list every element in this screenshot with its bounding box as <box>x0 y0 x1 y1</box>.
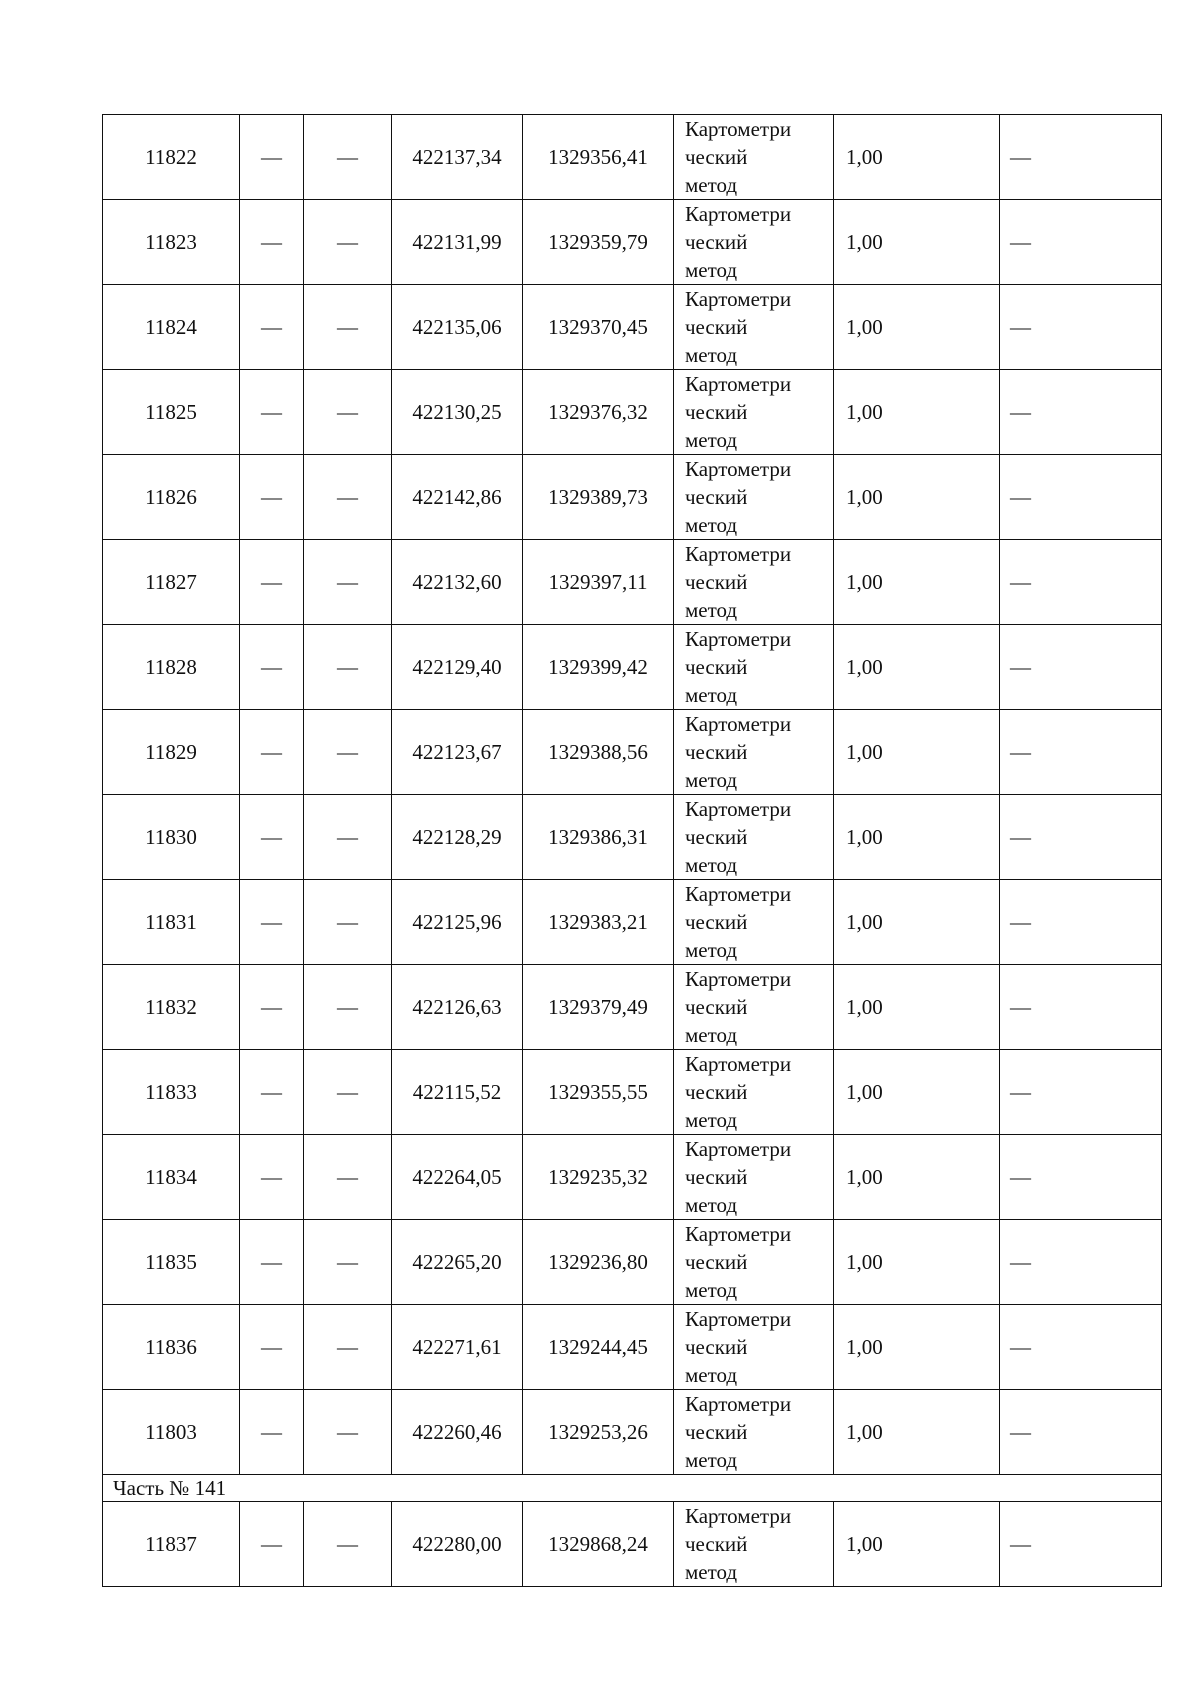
method-line: метод <box>685 683 738 707</box>
method-line: Картометри <box>685 712 792 736</box>
method-cell <box>674 115 834 200</box>
method-line: ческий <box>685 570 748 594</box>
x-coordinate-cell: 422115,52 <box>392 1050 523 1135</box>
method-line: ческий <box>685 1165 748 1189</box>
method-line: метод <box>685 1193 738 1217</box>
method-cell <box>674 1220 834 1305</box>
empty-cell-8: — <box>1000 1050 1162 1135</box>
empty-cell-8: — <box>1000 115 1162 200</box>
method-line: Картометри <box>685 1504 792 1528</box>
x-coordinate-cell: 422260,46 <box>392 1390 523 1475</box>
method-line: ческий <box>685 1250 748 1274</box>
table-row <box>103 1220 1162 1305</box>
y-coordinate-cell: 1329397,11 <box>523 540 674 625</box>
method-line: Картометри <box>685 967 792 991</box>
method-line: ческий <box>685 400 748 424</box>
empty-cell-3: — <box>304 795 392 880</box>
method-cell <box>674 795 834 880</box>
method-line: ческий <box>685 740 748 764</box>
point-id-cell: 11836 <box>103 1305 240 1390</box>
empty-cell-3: — <box>304 200 392 285</box>
method-line: метод <box>685 1108 738 1132</box>
point-id-cell: 11824 <box>103 285 240 370</box>
table-row <box>103 625 1162 710</box>
table-row <box>103 795 1162 880</box>
point-id-cell: 11831 <box>103 880 240 965</box>
point-id-cell: 11828 <box>103 625 240 710</box>
empty-cell-2: — <box>240 1135 304 1220</box>
method-cell <box>674 1502 834 1587</box>
empty-cell-2: — <box>240 965 304 1050</box>
accuracy-cell: 1,00 <box>834 1050 1000 1135</box>
empty-cell-3: — <box>304 285 392 370</box>
point-id-cell: 11803 <box>103 1390 240 1475</box>
empty-cell-2: — <box>240 710 304 795</box>
point-id-cell: 11834 <box>103 1135 240 1220</box>
y-coordinate-cell: 1329379,49 <box>523 965 674 1050</box>
table-row <box>103 710 1162 795</box>
empty-cell-3: — <box>304 880 392 965</box>
point-id-cell: 11830 <box>103 795 240 880</box>
y-coordinate-cell: 1329356,41 <box>523 115 674 200</box>
point-id-cell: 11829 <box>103 710 240 795</box>
accuracy-cell: 1,00 <box>834 115 1000 200</box>
accuracy-cell: 1,00 <box>834 1502 1000 1587</box>
coordinates-table <box>102 114 1162 1587</box>
empty-cell-8: — <box>1000 1305 1162 1390</box>
accuracy-cell: 1,00 <box>834 1220 1000 1305</box>
method-line: Картометри <box>685 1137 792 1161</box>
empty-cell-3: — <box>304 1390 392 1475</box>
point-id-cell: 11827 <box>103 540 240 625</box>
y-coordinate-cell: 1329359,79 <box>523 200 674 285</box>
method-cell <box>674 880 834 965</box>
empty-cell-3: — <box>304 1220 392 1305</box>
empty-cell-8: — <box>1000 200 1162 285</box>
empty-cell-2: — <box>240 1220 304 1305</box>
empty-cell-8: — <box>1000 370 1162 455</box>
empty-cell-8: — <box>1000 625 1162 710</box>
x-coordinate-cell: 422264,05 <box>392 1135 523 1220</box>
empty-cell-2: — <box>240 115 304 200</box>
accuracy-cell: 1,00 <box>834 880 1000 965</box>
method-line: ческий <box>685 910 748 934</box>
method-line: Картометри <box>685 372 792 396</box>
empty-cell-3: — <box>304 455 392 540</box>
method-line: ческий <box>685 1532 748 1556</box>
method-cell <box>674 1390 834 1475</box>
y-coordinate-cell: 1329389,73 <box>523 455 674 540</box>
method-cell <box>674 285 834 370</box>
accuracy-cell: 1,00 <box>834 200 1000 285</box>
part-label: Часть № 141 <box>103 1475 1162 1502</box>
x-coordinate-cell: 422135,06 <box>392 285 523 370</box>
method-line: Картометри <box>685 1052 792 1076</box>
method-line: ческий <box>685 995 748 1019</box>
x-coordinate-cell: 422142,86 <box>392 455 523 540</box>
method-line: ческий <box>685 1420 748 1444</box>
method-line: ческий <box>685 825 748 849</box>
document-page <box>102 114 1161 1587</box>
method-line: Картометри <box>685 117 792 141</box>
method-line: ческий <box>685 655 748 679</box>
table-row <box>103 455 1162 540</box>
method-cell <box>674 710 834 795</box>
empty-cell-2: — <box>240 1502 304 1587</box>
empty-cell-2: — <box>240 370 304 455</box>
table-row <box>103 1502 1162 1587</box>
table-row <box>103 540 1162 625</box>
empty-cell-2: — <box>240 880 304 965</box>
method-line: Картометри <box>685 1307 792 1331</box>
empty-cell-2: — <box>240 625 304 710</box>
method-cell <box>674 455 834 540</box>
method-line: Картометри <box>685 1222 792 1246</box>
empty-cell-3: — <box>304 115 392 200</box>
method-cell <box>674 1050 834 1135</box>
y-coordinate-cell: 1329370,45 <box>523 285 674 370</box>
accuracy-cell: 1,00 <box>834 370 1000 455</box>
method-line: Картометри <box>685 627 792 651</box>
method-line: метод <box>685 1363 738 1387</box>
empty-cell-3: — <box>304 540 392 625</box>
empty-cell-2: — <box>240 200 304 285</box>
method-line: Картометри <box>685 797 792 821</box>
empty-cell-3: — <box>304 625 392 710</box>
table-row <box>103 880 1162 965</box>
empty-cell-2: — <box>240 1305 304 1390</box>
method-line: метод <box>685 768 738 792</box>
point-id-cell: 11833 <box>103 1050 240 1135</box>
method-line: ческий <box>685 485 748 509</box>
accuracy-cell: 1,00 <box>834 455 1000 540</box>
empty-cell-2: — <box>240 540 304 625</box>
point-id-cell: 11822 <box>103 115 240 200</box>
empty-cell-3: — <box>304 1502 392 1587</box>
empty-cell-2: — <box>240 285 304 370</box>
table-row <box>103 370 1162 455</box>
method-cell <box>674 1305 834 1390</box>
point-id-cell: 11835 <box>103 1220 240 1305</box>
table-row <box>103 200 1162 285</box>
table-row <box>103 1390 1162 1475</box>
table-row <box>103 965 1162 1050</box>
x-coordinate-cell: 422130,25 <box>392 370 523 455</box>
method-line: ческий <box>685 230 748 254</box>
y-coordinate-cell: 1329868,24 <box>523 1502 674 1587</box>
x-coordinate-cell: 422132,60 <box>392 540 523 625</box>
method-line: Картометри <box>685 542 792 566</box>
empty-cell-8: — <box>1000 795 1162 880</box>
y-coordinate-cell: 1329386,31 <box>523 795 674 880</box>
y-coordinate-cell: 1329236,80 <box>523 1220 674 1305</box>
table-row <box>103 1305 1162 1390</box>
method-line: метод <box>685 428 738 452</box>
table-body <box>103 115 1162 1587</box>
method-cell <box>674 370 834 455</box>
table-row <box>103 115 1162 200</box>
y-coordinate-cell: 1329383,21 <box>523 880 674 965</box>
method-line: метод <box>685 173 738 197</box>
method-line: ческий <box>685 315 748 339</box>
empty-cell-8: — <box>1000 1220 1162 1305</box>
method-cell <box>674 965 834 1050</box>
method-line: метод <box>685 1560 738 1584</box>
method-line: Картометри <box>685 202 792 226</box>
table-row <box>103 285 1162 370</box>
y-coordinate-cell: 1329376,32 <box>523 370 674 455</box>
x-coordinate-cell: 422128,29 <box>392 795 523 880</box>
empty-cell-2: — <box>240 1390 304 1475</box>
method-line: метод <box>685 1278 738 1302</box>
accuracy-cell: 1,00 <box>834 965 1000 1050</box>
empty-cell-8: — <box>1000 455 1162 540</box>
method-line: Картометри <box>685 882 792 906</box>
x-coordinate-cell: 422131,99 <box>392 200 523 285</box>
method-line: метод <box>685 598 738 622</box>
y-coordinate-cell: 1329244,45 <box>523 1305 674 1390</box>
empty-cell-8: — <box>1000 965 1162 1050</box>
method-line: Картометри <box>685 457 792 481</box>
x-coordinate-cell: 422280,00 <box>392 1502 523 1587</box>
empty-cell-8: — <box>1000 285 1162 370</box>
accuracy-cell: 1,00 <box>834 710 1000 795</box>
y-coordinate-cell: 1329399,42 <box>523 625 674 710</box>
empty-cell-8: — <box>1000 710 1162 795</box>
empty-cell-8: — <box>1000 540 1162 625</box>
method-line: Картометри <box>685 287 792 311</box>
empty-cell-8: — <box>1000 880 1162 965</box>
method-line: метод <box>685 343 738 367</box>
x-coordinate-cell: 422265,20 <box>392 1220 523 1305</box>
empty-cell-8: — <box>1000 1390 1162 1475</box>
point-id-cell: 11823 <box>103 200 240 285</box>
x-coordinate-cell: 422271,61 <box>392 1305 523 1390</box>
method-line: метод <box>685 1023 738 1047</box>
method-line: метод <box>685 853 738 877</box>
y-coordinate-cell: 1329235,32 <box>523 1135 674 1220</box>
method-line: ческий <box>685 1080 748 1104</box>
y-coordinate-cell: 1329355,55 <box>523 1050 674 1135</box>
method-line: метод <box>685 258 738 282</box>
accuracy-cell: 1,00 <box>834 1390 1000 1475</box>
accuracy-cell: 1,00 <box>834 1305 1000 1390</box>
empty-cell-2: — <box>240 795 304 880</box>
method-cell <box>674 1135 834 1220</box>
empty-cell-3: — <box>304 1135 392 1220</box>
method-line: ческий <box>685 145 748 169</box>
method-cell <box>674 540 834 625</box>
empty-cell-8: — <box>1000 1502 1162 1587</box>
empty-cell-3: — <box>304 370 392 455</box>
method-line: метод <box>685 513 738 537</box>
accuracy-cell: 1,00 <box>834 795 1000 880</box>
method-line: метод <box>685 1448 738 1472</box>
method-cell <box>674 625 834 710</box>
y-coordinate-cell: 1329388,56 <box>523 710 674 795</box>
y-coordinate-cell: 1329253,26 <box>523 1390 674 1475</box>
table-row <box>103 1050 1162 1135</box>
empty-cell-3: — <box>304 1050 392 1135</box>
method-line: Картометри <box>685 1392 792 1416</box>
x-coordinate-cell: 422123,67 <box>392 710 523 795</box>
method-line: ческий <box>685 1335 748 1359</box>
point-id-cell: 11825 <box>103 370 240 455</box>
point-id-cell: 11832 <box>103 965 240 1050</box>
empty-cell-2: — <box>240 455 304 540</box>
table-row <box>103 1135 1162 1220</box>
accuracy-cell: 1,00 <box>834 540 1000 625</box>
point-id-cell: 11826 <box>103 455 240 540</box>
accuracy-cell: 1,00 <box>834 625 1000 710</box>
empty-cell-3: — <box>304 710 392 795</box>
accuracy-cell: 1,00 <box>834 1135 1000 1220</box>
point-id-cell: 11837 <box>103 1502 240 1587</box>
method-cell <box>674 200 834 285</box>
empty-cell-3: — <box>304 1305 392 1390</box>
part-header-row <box>103 1475 1162 1502</box>
x-coordinate-cell: 422129,40 <box>392 625 523 710</box>
empty-cell-8: — <box>1000 1135 1162 1220</box>
accuracy-cell: 1,00 <box>834 285 1000 370</box>
x-coordinate-cell: 422137,34 <box>392 115 523 200</box>
method-line: метод <box>685 938 738 962</box>
empty-cell-2: — <box>240 1050 304 1135</box>
empty-cell-3: — <box>304 965 392 1050</box>
x-coordinate-cell: 422126,63 <box>392 965 523 1050</box>
x-coordinate-cell: 422125,96 <box>392 880 523 965</box>
